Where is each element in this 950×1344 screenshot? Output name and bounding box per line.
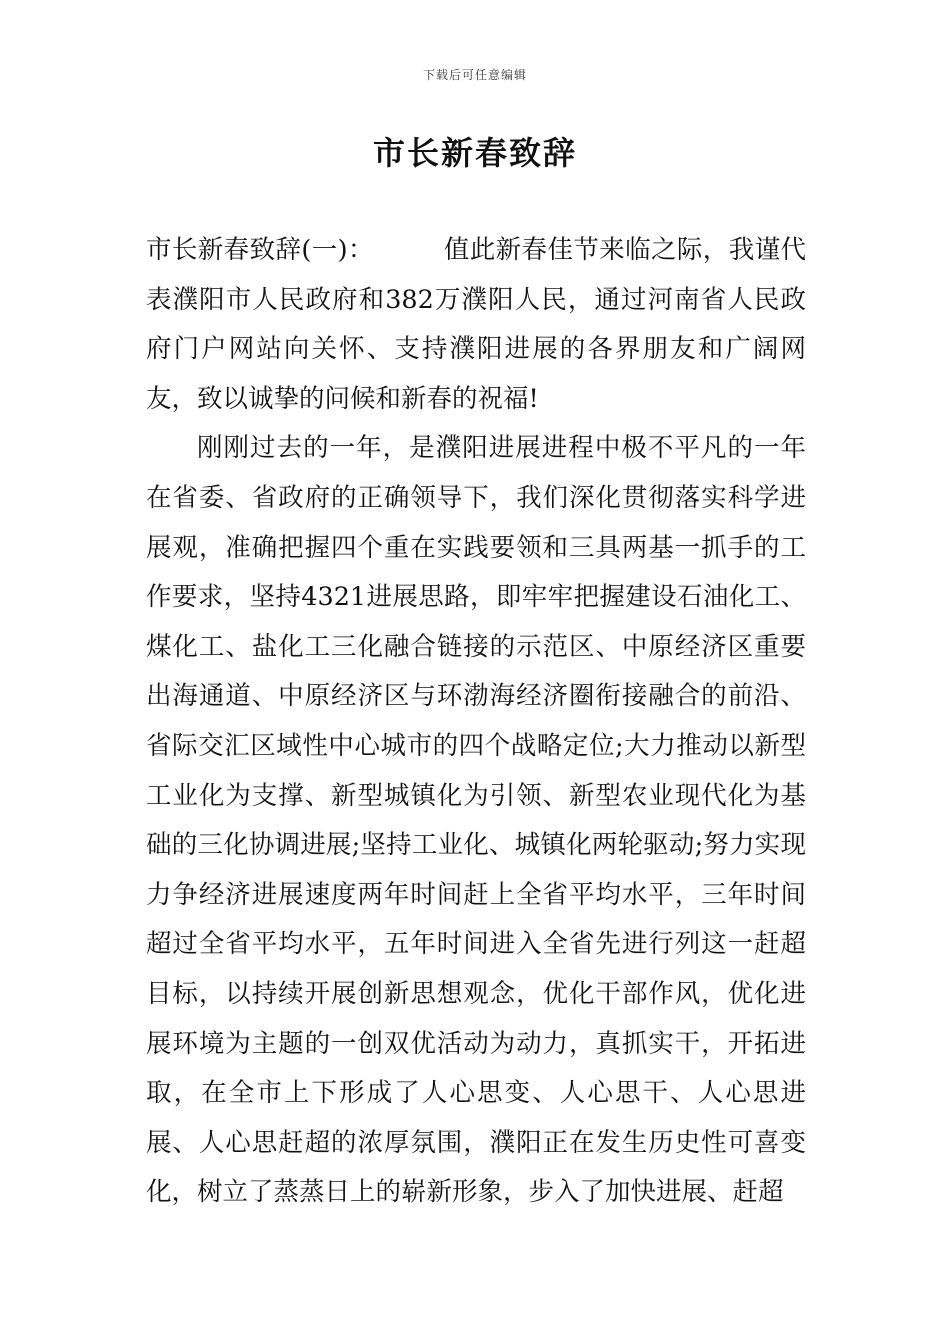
paragraph-1 xyxy=(146,226,806,424)
paragraph-1-text: 值此新春佳节来临之际，我谨代表濮阳市人民政府和382万濮阳人民，通过河南省人民政府门户网站向关怀、支持濮阳进展的各界朋友和广阔网友，致以诚挚的问候和新春的祝福! xyxy=(146,235,806,414)
paragraph-lead: 市长新春致辞(一)： xyxy=(146,235,374,265)
page-title: 市长新春致辞 xyxy=(372,134,577,172)
header-note: 下载后可任意编辑 xyxy=(422,68,527,82)
document-body xyxy=(146,226,806,1218)
paragraph-2: 刚刚过去的一年，是濮阳进展进程中极不平凡的一年在省委、省政府的正确领导下，我们深化贯彻落实科学进展观，准确把握四个重在实践要领和三具两基一抓手的工作要求，坚持4321进展思路，即牢牢把握建设石油化工、煤化工、盐化工三化融合链接的示范区、中原经济区重要出海通道、中原经济区与环渤海经济圈衔接融合的前沿、省际交汇区域性中心城市的四个战略定位;大力推动以新型工业化为支撑、新型城镇化为引领、新型农业现代化为基础的三化协调进展;坚持工业化、城镇化两轮驱动;努力实现力争经济进展速度两年时间赶上全省平均水平，三年时间超过全省平均水平，五年时间进入全省先进行列这一赶超目标，以持续开展创新思想观念，优化干部作风，优化进展环境为主题的一创双优活动为动力，真抓实干，开拓进取，在全市上下形成了人心思变、人心思干、人心思进展、人心思赶超的浓厚氛围，濮阳正在发生历史性可喜变化，树立了蒸蒸日上的崭新形象，步入了加快进展、赶超 xyxy=(146,433,806,1208)
